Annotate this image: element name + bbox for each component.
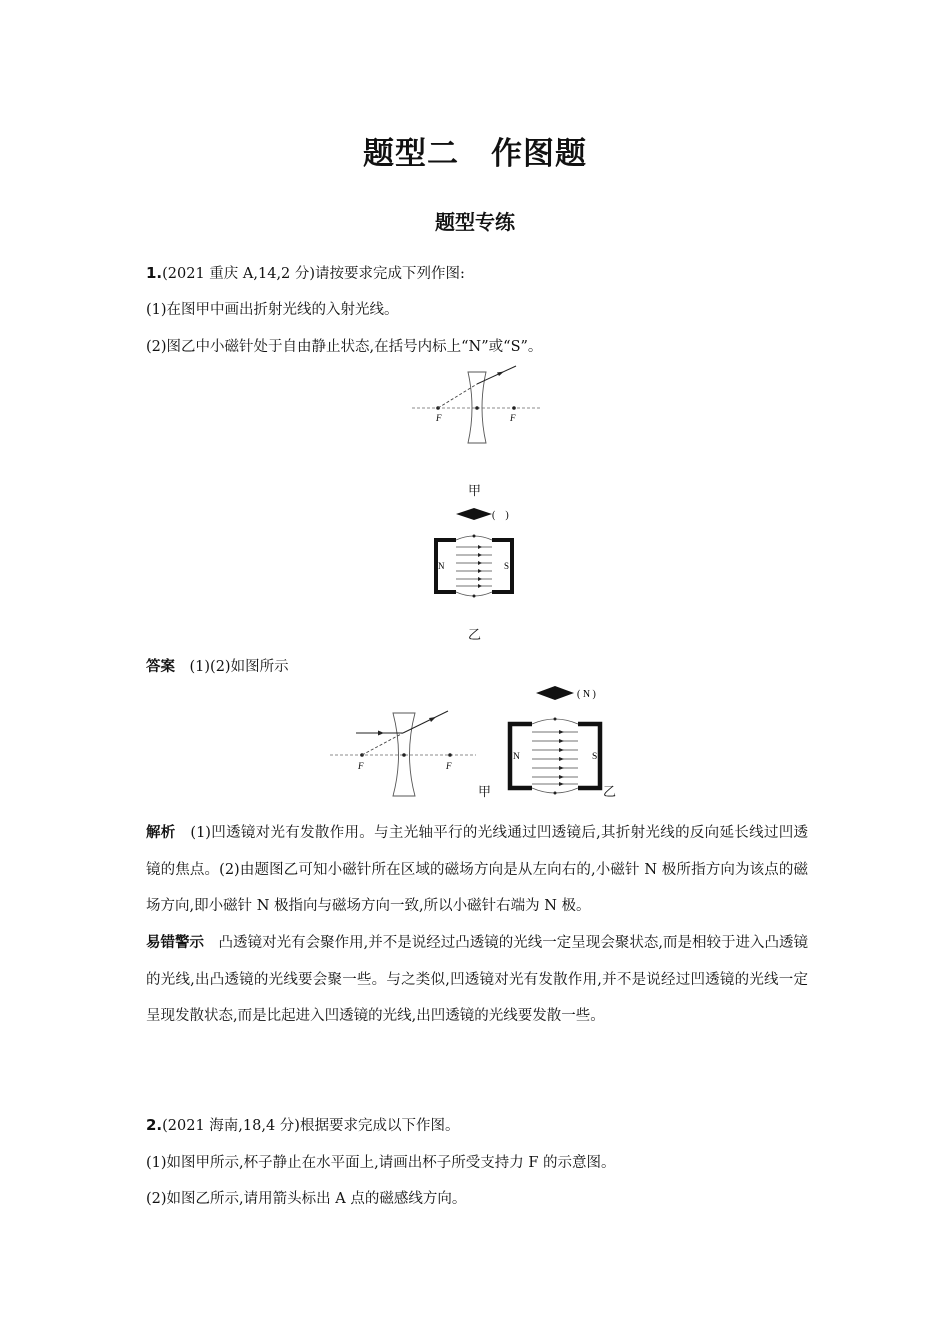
q2-part1: (1)如图甲所示,杯子静止在水平面上,请画出杯子所受支持力 F 的示意图。 — [146, 1155, 616, 1171]
q1-warning — [146, 925, 808, 1035]
q2-part2: (2)如图乙所示,请用箭头标出 A 点的磁感线方向。 — [146, 1191, 467, 1207]
answer-caption-yi: 乙 — [603, 785, 617, 800]
answer-text: (1)(2)如图所示 — [189, 659, 289, 675]
field-arrows-icon — [559, 730, 564, 786]
q1-caption-yi: 乙 — [468, 628, 482, 643]
pole-label-s: S — [504, 561, 510, 571]
compass-needle-icon — [536, 686, 574, 700]
focus-label-right: F — [446, 761, 452, 771]
pole-label-s: S — [592, 752, 598, 762]
field-lines — [532, 732, 578, 784]
focus-point-right — [448, 753, 452, 757]
q1-part1: (1)在图甲中画出折射光线的入射光线。 — [146, 302, 399, 318]
incident-arrow-icon — [378, 731, 384, 736]
field-lines — [456, 547, 492, 586]
q2-source: (2021 海南,18,4 分)根据要求完成以下作图。 — [162, 1118, 460, 1134]
section-subtitle: 题型专练 — [435, 210, 515, 234]
pole-label-n: N — [438, 561, 445, 571]
focus-label-left: F — [436, 413, 442, 423]
ray-arrow-icon — [497, 372, 504, 377]
answer-caption-jia: 甲 — [478, 785, 492, 800]
q1-caption-jia: 甲 — [468, 484, 482, 499]
focus-label-right: F — [510, 413, 516, 423]
q1-header — [146, 262, 465, 283]
analysis-label: 解析 — [146, 825, 176, 841]
refracted-ray — [477, 366, 516, 384]
focus-label-left: F — [358, 761, 364, 771]
extension-line — [362, 733, 403, 755]
q2-header — [146, 1114, 459, 1135]
answer-figure-jia — [326, 708, 486, 804]
needle-bracket: ( N ) — [577, 689, 596, 700]
ray-arrow-icon — [429, 717, 436, 722]
q1-number: 1. — [146, 264, 163, 282]
answer-figure-yi — [504, 680, 608, 802]
q1-analysis — [146, 815, 808, 925]
q1-part2: (2)图乙中小磁针处于自由静止状态,在括号内标上“N”或“S”。 — [146, 339, 543, 355]
field-arrows-icon — [478, 545, 482, 588]
analysis-text: (1)凹透镜对光有发散作用。与主光轴平行的光线通过凹透镜后,其折射光线的反向延长线过凹透镜的焦点。(2)由题图乙可知小磁针所在区域的磁场方向是从左向右的,小磁针 N 极所指方向为该点的磁场方向,即小磁针 N 极指向与磁场方向一致,所以小磁针右端为 N 极。 — [146, 825, 809, 914]
pole-label-n: N — [513, 752, 520, 762]
page-title: 题型二 作图题 — [363, 136, 587, 172]
needle-bracket: ( ) — [492, 510, 509, 521]
warning-text: 凸透镜对光有会聚作用,并不是说经过凸透镜的光线一定呈现会聚状态,而是相较于进入凸透镜的光线,出凸透镜的光线要会聚一些。与之类似,凹透镜对光有发散作用,并不是说经过凹透镜的光线一定呈现发散状态,而是比起进入凹透镜的光线,出凹透镜的光线要发散一些。 — [146, 935, 809, 1024]
q2-number: 2. — [146, 1116, 163, 1134]
optical-center — [402, 753, 406, 757]
q1-figure-jia — [408, 362, 548, 448]
q1-answer — [146, 655, 289, 676]
q1-figure-yi — [430, 502, 530, 604]
compass-needle-icon — [456, 508, 492, 520]
focus-point-right — [512, 406, 516, 410]
warning-label: 易错警示 — [146, 935, 205, 951]
q1-source: (2021 重庆 A,14,2 分)请按要求完成下列作图: — [162, 266, 465, 282]
optical-center — [475, 406, 479, 410]
answer-label: 答案 — [146, 659, 175, 675]
refracted-ray — [403, 711, 448, 733]
